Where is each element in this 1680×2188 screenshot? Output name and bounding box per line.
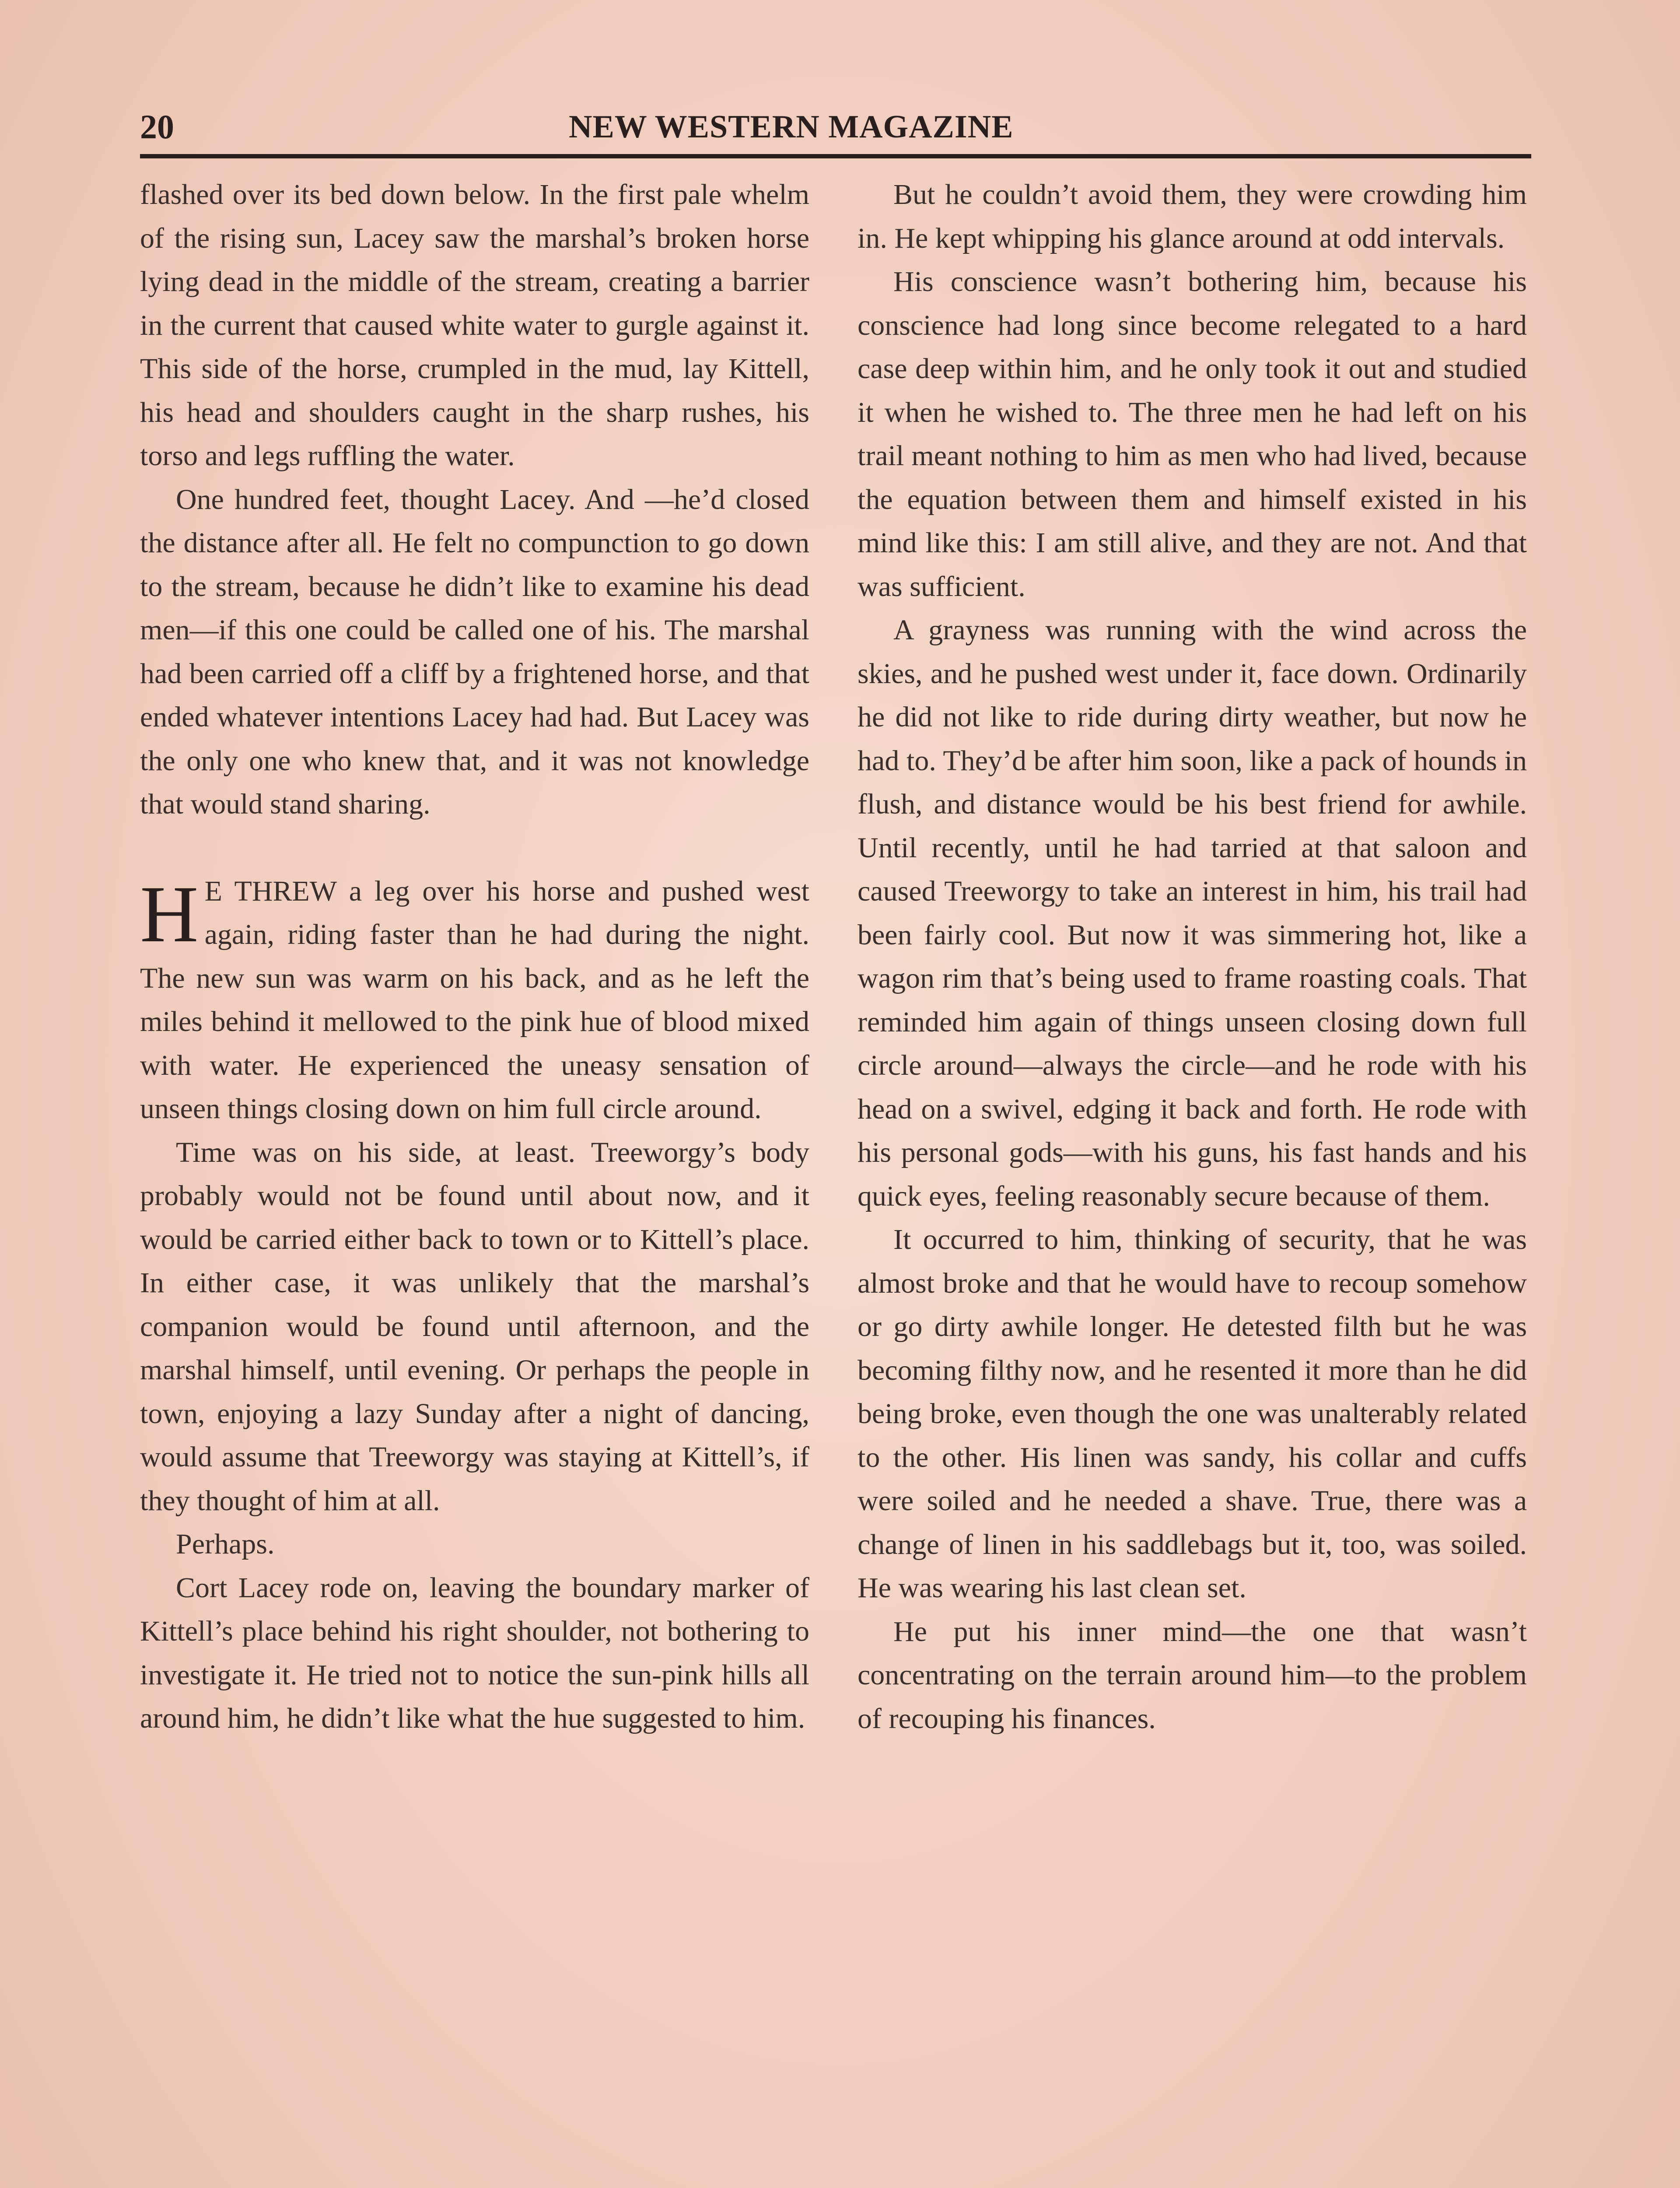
paragraph: Perhaps. (176, 1528, 275, 1560)
magazine-title: NEW WESTERN MAGAZINE (569, 109, 1014, 145)
page-number: 20 (140, 108, 174, 146)
paragraph: flashed over its bed down below. In the first pale whelm of the rising sun, Lacey saw the marshal’s broken horse lying dead in the middle of the stream, creating a barrier in the current that caused white water to gurgle against it. This side of the horse, crumpled in the mud, lay Kittell, his head and shoulders caught in the sharp rushes, his torso and legs ruffling the water. (140, 179, 809, 472)
right-column (858, 173, 1527, 1740)
header-rule (140, 154, 1531, 158)
paragraph: But he couldn’t avoid them, they were crowding him in. He kept whipping his glance around at odd intervals. (858, 179, 1527, 254)
paragraph: He put his inner mind—the one that wasn’t concentrating on the terrain around him—to the problem of recouping his finances. (858, 1615, 1527, 1735)
paragraph: A grayness was running with the wind across the skies, and he pushed west under it, face down. Ordinarily he did not like to ride during dirty weather, but now he had to. They’d be after him soon, like a pack of hounds in flush, and distance would be his best friend for awhile. Until recently, until he had tarried at that saloon and caused Treeworgy to take an interest in him, his trail had been fairly cool. But now it was simmering hot, like a wagon rim that’s being used to frame roasting coals. That reminded him again of things unseen closing down full circle around—always the circle—and he rode with his head on a swivel, edging it back and forth. He rode with his personal gods—with his guns, his fast hands and his quick eyes, feeling reasonably secure because of them. (858, 614, 1527, 1212)
small-caps-lead: E THREW (204, 875, 336, 907)
paragraph: It occurred to him, thinking of security, that he was almost broke and that he would have to recoup somehow or go dirty awhile longer. He detested filth but he was becoming filthy now, and he resented it more than he did being broke, even though the one was unalterably related to the other. His linen was sandy, his collar and cuffs were soiled and he needed a shave. True, there was a change of linen in his saddlebags but it, too, was soiled. He was wearing his last clean set. (858, 1224, 1527, 1604)
dropcap-paragraph (140, 870, 809, 1131)
page-header (140, 105, 1531, 149)
paragraph-text: a leg over his horse and pushed west again, riding faster than he had during the night. The new sun was warm on his back, and as he left the miles behind it mellowed to the pink hue of blood mixed with water. He experienced the uneasy sensation of unseen things closing down on him full circle around. (140, 875, 809, 1125)
drop-cap-letter: H (140, 869, 199, 959)
paragraph: His conscience wasn’t bothering him, because his conscience had long since become relegated to a hard case deep within him, and he only took it out and studied it when he wished to. The three men he had left on his trail meant nothing to him as men who had lived, because the equation between them and himself existed in his mind like this: I am still alive, and they are not. And that was sufficient. (858, 266, 1527, 603)
section-break (140, 826, 809, 870)
paragraph: One hundred feet, thought Lacey. And —he’d closed the distance after all. He felt no compunction to go down to the stream, because he didn’t like to examine his dead men—if this one could be called one of his. The marshal had been carried off a cliff by a frightened horse, and that ended whatever intentions Lacey had had. But Lacey was the only one who knew that, and it was not knowledge that would stand sharing. (140, 483, 809, 820)
left-column (140, 173, 809, 1740)
paragraph: Time was on his side, at least. Treeworgy’s body probably would not be found until about now, and it would be carried either back to town or to Kittell’s place. In either case, it was unlikely that the marshal’s companion would be found until afternoon, and the marshal himself, until evening. Or perhaps the people in town, enjoying a lazy Sunday after a night of dancing, would assume that Treeworgy was staying at Kittell’s, if they thought of him at all. (140, 1136, 809, 1517)
paragraph: Cort Lacey rode on, leaving the boundary marker of Kittell’s place behind his right shoulder, not bothering to investigate it. He tried not to notice the sun-pink hills all around him, he didn’t like what the hue suggested to him. (140, 1571, 809, 1734)
